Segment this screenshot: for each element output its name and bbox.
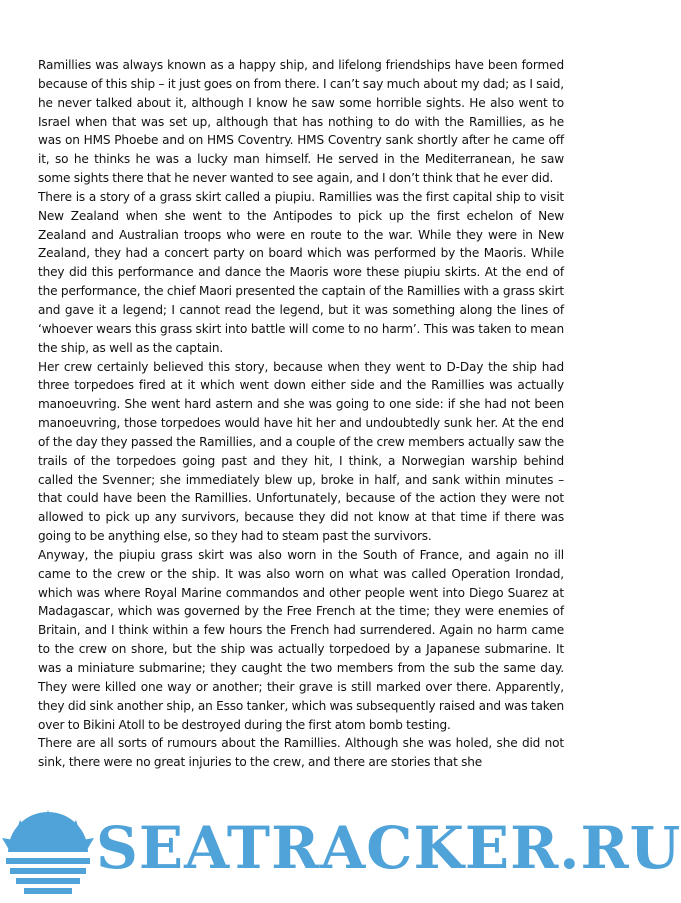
paragraph: Anyway, the piupiu grass skirt was also worn in the South of France, and again no ill came to the crew or the ship. It was also worn on what was called Operation Irondad, which was where Royal Marine commandos and other people went into Diego Suarez at Madagascar, which was governed by the Free French at the time; they were enemies of Britain, and I think within a few hours the French had surrendered. Again no harm came to the crew on shore, but the ship was actually torpedoed by a Japanese submarine. It was a miniature submarine; they caught the two members from the sub the same day. They were killed one way or another; their grave is still marked over there. Apparently, they did sink another ship, an Esso tanker, which was subsequently raised and was taken over to Bikini Atoll to be destroyed during the first atom bomb testing.: [38, 547, 564, 732]
paragraph: Ramillies was always known as a happy ship, and lifelong friendships have been formed because of this ship – it just goes on from there. I can’t say much about my dad; as I said, he never talked about it, although I know he saw some horrible sights. He also went to Israel when that was set up, although that has nothing to do with the Ramillies, as he was on HMS Phoebe and on HMS Coventry. HMS Coventry sank shortly after he came off it, so he thinks he was a lucky man himself. He served in the Mediterranean, he saw some sights there that he never wanted to see again, and I don’t think that he ever did.: [38, 58, 564, 186]
watermark-text: SEATRACKER.RU: [96, 814, 681, 882]
paragraph: There is a story of a grass skirt called a piupiu. Ramillies was the first capital ship to visit New Zealand when she went to the Antipodes to pick up the first echelon of New Zealand and Australian troops who were en route to the war. While they were in New Zealand, they had a concert party on board which was performed by the Maoris. While they did this performance and dance the Maoris wore these piupiu skirts. At the end of the performance, the chief Maori presented the captain of the Ramillies with a grass skirt and gave it a legend; I cannot read the legend, but it was something along the lines of ‘whoever wears this grass skirt into battle will come to no harm’. This was taken to mean the ship, as well as the captain.: [38, 189, 564, 355]
paragraph: There are all sorts of rumours about the Ramillies. Although she was holed, she did not sink, there were no great injuries to the crew, and there are stories that she: [38, 736, 564, 770]
paragraph: Her crew certainly believed this story, because when they went to D-Day the ship had three torpedoes fired at it which went down either side and the Ramillies was actually manoeuvring. She went hard astern and she was going to one side: if she had not been manoeuvring, those torpedoes would have hit her and undoubtedly sunk her. At the end of the day they passed the Ramillies, and a couple of the crew members actually saw the trails of the torpedoes going past and they hit, I think, a Norwegian warship behind called the Svenner; she immediately blew up, broke in half, and sank within minutes – that could have been the Ramillies. Unfortunately, because of the action they were not allowed to pick up any survivors, because they did not know at that time if there was going to be anything else, so they had to steam past the survivors.: [38, 359, 564, 544]
watermark: [0, 808, 681, 903]
sun-over-waves-icon: [0, 812, 96, 902]
document-body: [38, 56, 564, 772]
